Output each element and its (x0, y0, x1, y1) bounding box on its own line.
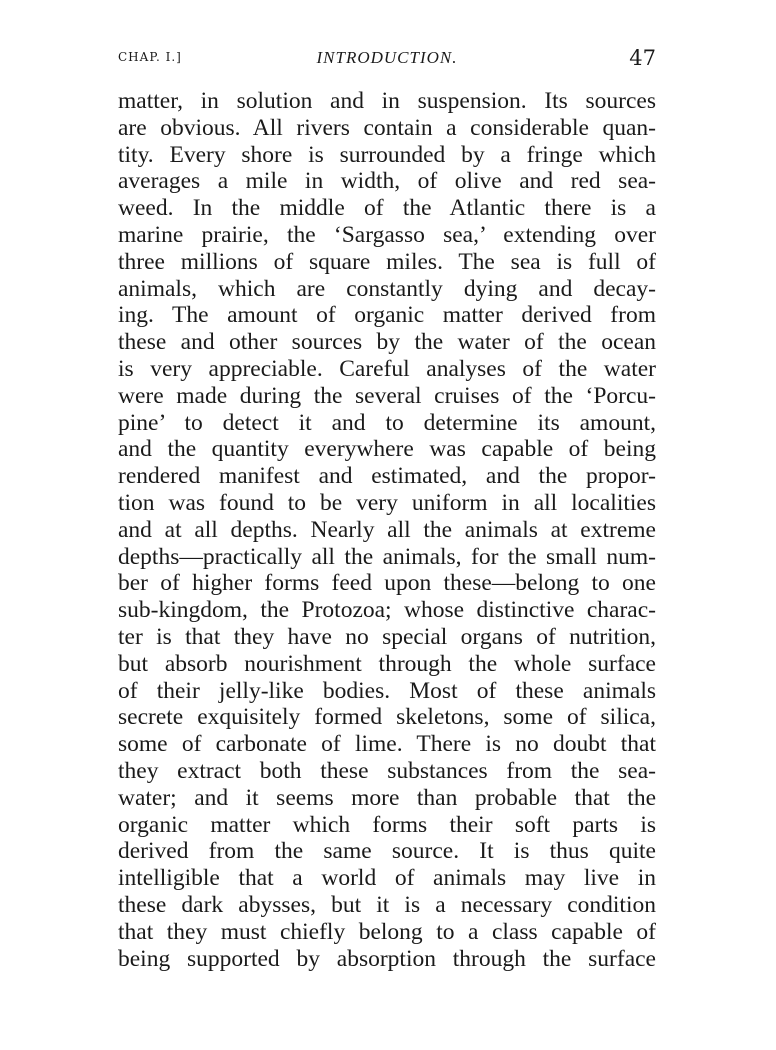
text-line: of their jelly-like bodies. Most of these animals (118, 677, 656, 704)
text-line: ter is that they have no special organs of nutrition, (118, 623, 656, 650)
chapter-marker: CHAP. I.] (118, 50, 182, 64)
text-line: rendered manifest and estimated, and the propor- (118, 463, 656, 490)
text-line: that they must chiefly belong to a class capable of (118, 918, 656, 945)
text-line: animals, which are constantly dying and decay- (118, 275, 656, 302)
page-number: 47 (629, 46, 656, 70)
text-line: organic matter which forms their soft parts is (118, 811, 656, 838)
text-line: water; and it seems more than probable that the (118, 784, 656, 811)
text-line: derived from the same source. It is thus quite (118, 838, 656, 865)
text-line: being supported by absorption through the surface (118, 945, 656, 972)
text-line: three millions of square miles. The sea is full of (118, 248, 656, 275)
text-line: sub-kingdom, the Protozoa; whose distinctive charac- (118, 597, 656, 624)
text-line: these and other sources by the water of the ocean (118, 329, 656, 356)
text-line: ber of higher forms feed upon these—belong to one (118, 570, 656, 597)
text-line: tion was found to be very uniform in all localities (118, 489, 656, 516)
body-text (118, 88, 656, 972)
running-title: INTRODUCTION. (316, 48, 458, 67)
text-line: and at all depths. Nearly all the animals at extreme (118, 516, 656, 543)
running-head (118, 46, 656, 72)
text-line: is very appreciable. Careful analyses of the water (118, 355, 656, 382)
text-line: secrete exquisitely formed skeletons, some of silica, (118, 704, 656, 731)
text-line: marine prairie, the ‘Sargasso sea,’ extending over (118, 221, 656, 248)
text-line: these dark abysses, but it is a necessary condition (118, 891, 656, 918)
text-line: intelligible that a world of animals may live in (118, 865, 656, 892)
text-line: depths—practically all the animals, for the small num- (118, 543, 656, 570)
text-line: but absorb nourishment through the whole surface (118, 650, 656, 677)
text-line: matter, in solution and in suspension. Its sources (118, 88, 656, 114)
text-line: averages a mile in width, of olive and red sea- (118, 168, 656, 195)
text-line: they extract both these substances from the sea- (118, 757, 656, 784)
text-line: weed. In the middle of the Atlantic there is a (118, 195, 656, 222)
text-line: ing. The amount of organic matter derived from (118, 302, 656, 329)
text-line: are obvious. All rivers contain a considerable quan- (118, 114, 656, 141)
text-line: pine’ to detect it and to determine its amount, (118, 409, 656, 436)
text-line: some of carbonate of lime. There is no doubt that (118, 731, 656, 758)
text-line: and the quantity everywhere was capable of being (118, 436, 656, 463)
text-line: were made during the several cruises of the ‘Porcu- (118, 382, 656, 409)
text-line: tity. Every shore is surrounded by a fringe which (118, 141, 656, 168)
